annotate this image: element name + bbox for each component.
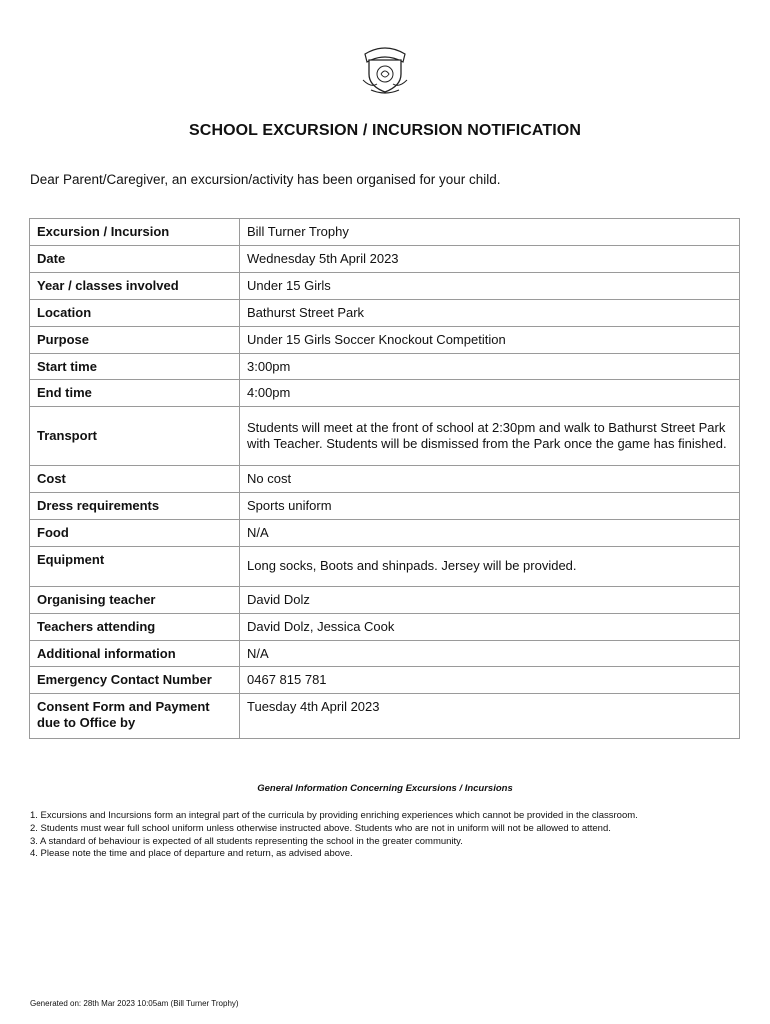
row-value: Wednesday 5th April 2023 (240, 246, 740, 273)
table-row (30, 493, 740, 520)
row-value: 4:00pm (240, 380, 740, 407)
table-row (30, 300, 740, 327)
row-value: Bill Turner Trophy (240, 219, 740, 246)
row-label: Equipment (30, 547, 240, 587)
row-value: N/A (240, 641, 740, 667)
row-label: Cost (30, 466, 240, 493)
list-item: 2. Students must wear full school uniform unless otherwise instructed above. Students who are not in uniform will not be allowed to attend. (30, 822, 611, 834)
intro-text: Dear Parent/Caregiver, an excursion/activity has been organised for your child. (30, 172, 501, 187)
generated-footer: Generated on: 28th Mar 2023 10:05am (Bill Turner Trophy) (30, 999, 239, 1008)
general-info-list (30, 810, 638, 861)
row-label: Location (30, 300, 240, 327)
table-row (30, 614, 740, 641)
row-value: Students will meet at the front of school at 2:30pm and walk to Bathurst Street Park with Teacher. Students will be dismissed from the Park once the game has finished. (240, 407, 740, 466)
table-row (30, 547, 740, 587)
row-label: Excursion / Incursion (30, 219, 240, 246)
table-row (30, 466, 740, 493)
row-label: Food (30, 520, 240, 547)
general-info-heading: General Information Concerning Excursions / Incursions (257, 783, 513, 794)
row-value: Under 15 Girls (240, 273, 740, 300)
crest-icon (357, 40, 413, 96)
table-row (30, 641, 740, 667)
row-label: Date (30, 246, 240, 273)
table-row (30, 380, 740, 407)
row-value: David Dolz, Jessica Cook (240, 614, 740, 641)
table-row (30, 520, 740, 547)
row-value: David Dolz (240, 587, 740, 614)
row-label: Consent Form and Payment due to Office by (30, 694, 240, 739)
row-label: Teachers attending (30, 614, 240, 641)
page-title: SCHOOL EXCURSION / INCURSION NOTIFICATION (189, 122, 581, 139)
table-row (30, 354, 740, 380)
row-label: Dress requirements (30, 493, 240, 520)
row-label: Emergency Contact Number (30, 667, 240, 694)
table-row (30, 407, 740, 466)
row-value: Tuesday 4th April 2023 (240, 694, 740, 739)
table-row (30, 694, 740, 739)
school-crest-logo (357, 40, 413, 96)
row-label: Transport (30, 407, 240, 466)
row-value: Bathurst Street Park (240, 300, 740, 327)
row-label: Organising teacher (30, 587, 240, 614)
row-label: Start time (30, 354, 240, 380)
table-row (30, 587, 740, 614)
row-value: No cost (240, 466, 740, 493)
row-value: 3:00pm (240, 354, 740, 380)
row-label: Additional information (30, 641, 240, 667)
row-value: 0467 815 781 (240, 667, 740, 694)
row-label: Purpose (30, 327, 240, 354)
table-row (30, 246, 740, 273)
table-row (30, 219, 740, 246)
list-item: 4. Please note the time and place of departure and return, as advised above. (30, 848, 353, 860)
excursion-details-table (29, 218, 740, 739)
table-row (30, 667, 740, 694)
table-row (30, 273, 740, 300)
row-value: N/A (240, 520, 740, 547)
row-label: Year / classes involved (30, 273, 240, 300)
list-item: 3. A standard of behaviour is expected of all students representing the school in the greater community. (30, 835, 463, 847)
list-item: 1. Excursions and Incursions form an integral part of the curricula by providing enriching experiences which cannot be provided in the classroom. (30, 810, 638, 821)
table-row (30, 327, 740, 354)
row-label: End time (30, 380, 240, 407)
row-value: Long socks, Boots and shinpads. Jersey will be provided. (240, 547, 740, 587)
row-value: Under 15 Girls Soccer Knockout Competition (240, 327, 740, 354)
row-value: Sports uniform (240, 493, 740, 520)
